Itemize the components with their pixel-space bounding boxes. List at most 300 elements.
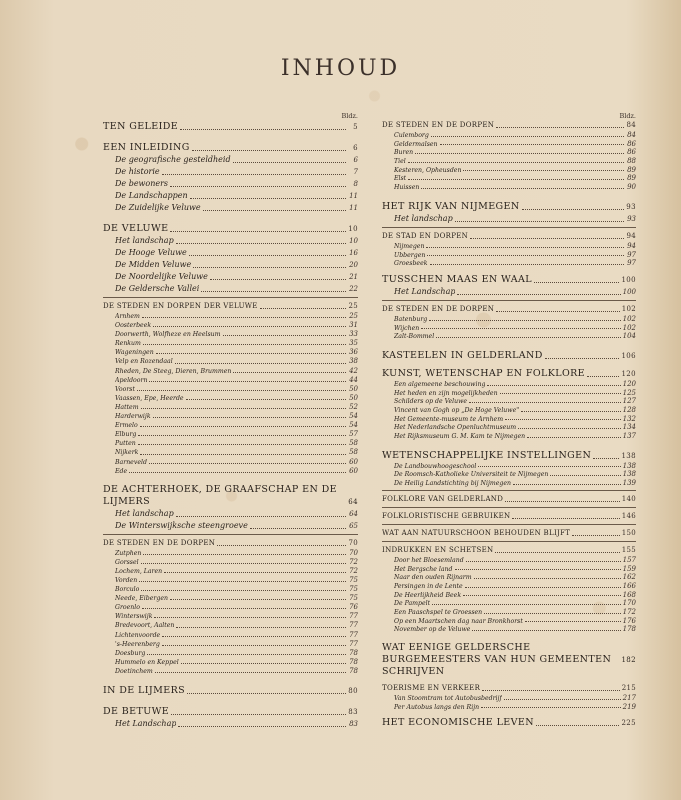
page-number: 58 <box>349 439 358 448</box>
toc-subentry <box>382 617 636 626</box>
dot-leader <box>587 375 619 377</box>
page-number: 215 <box>621 684 636 692</box>
toc-subentry <box>382 389 636 398</box>
toc-subentry <box>382 462 636 471</box>
dot-leader <box>129 471 346 473</box>
toc-heading-entry <box>103 684 358 697</box>
divider <box>382 541 636 542</box>
entry-label: Oosterbeek <box>115 322 152 330</box>
entry-label: Vaassen, Epe, Heerde <box>115 394 184 402</box>
dot-leader <box>432 603 621 605</box>
entry-label: DE STEDEN EN DE DORPEN <box>103 538 216 547</box>
toc-subentry <box>103 247 358 259</box>
page-number: 75 <box>349 594 358 603</box>
entry-label: Op een Maartschen dag naar Bronkhorst <box>394 617 523 625</box>
entry-label: Groenlo <box>115 604 140 612</box>
toc-subentry <box>103 385 358 394</box>
page-number: 11 <box>349 192 358 200</box>
page-number: 97 <box>627 250 636 259</box>
toc-subentry <box>382 259 636 268</box>
page-number: 219 <box>622 702 636 711</box>
entry-label: Elburg <box>115 431 137 439</box>
dot-leader <box>193 266 346 268</box>
toc-subentry <box>103 549 358 558</box>
dot-leader <box>141 562 346 564</box>
toc-subentry <box>382 380 636 389</box>
page-number: 75 <box>349 575 358 584</box>
dot-leader <box>504 698 621 700</box>
entry-label: Zalt-Bommel <box>394 333 435 341</box>
spacer <box>382 634 636 642</box>
entry-label: Het Landschap <box>394 286 456 296</box>
page-number: 60 <box>349 466 358 475</box>
toc-subentry <box>103 421 358 430</box>
dot-leader <box>176 515 346 517</box>
spacer <box>382 341 636 349</box>
entry-label: HET ECONOMISCHE LEVEN <box>382 717 534 729</box>
page-number: 100 <box>621 275 636 284</box>
spacer <box>103 676 358 684</box>
entry-label: De Landschappen <box>115 191 188 200</box>
entry-label: DE ACHTERHOEK, DE GRAAFSCHAP EN DE LIJMERS <box>103 483 337 507</box>
entry-label: De bewoners <box>115 179 169 188</box>
entry-label: Het landschap <box>394 213 453 223</box>
page-number: 159 <box>622 564 636 573</box>
toc-subentry <box>103 508 358 520</box>
page-number: 50 <box>349 393 358 402</box>
entry-label: Geldermalsen <box>394 140 438 148</box>
toc-subentry <box>382 423 636 432</box>
toc-subentry <box>382 591 636 600</box>
dot-leader <box>426 246 624 248</box>
page-number: 44 <box>349 375 358 384</box>
toc-subentry <box>103 467 358 476</box>
toc-heading-entry <box>103 141 358 154</box>
dot-leader <box>474 577 621 579</box>
entry-label: Zutphen <box>115 549 142 557</box>
toc-subentry <box>103 631 358 640</box>
page-number: 132 <box>622 414 636 423</box>
toc-subentry <box>103 367 358 376</box>
toc-subentry <box>103 154 358 166</box>
page-number: 77 <box>349 621 358 630</box>
dot-leader <box>162 635 346 637</box>
dot-leader <box>138 443 346 445</box>
spacer <box>382 441 636 449</box>
dot-leader <box>170 598 346 600</box>
page-number: 60 <box>349 457 358 466</box>
dot-leader <box>138 434 346 436</box>
dot-leader <box>260 307 346 309</box>
page-number: 83 <box>348 708 358 716</box>
page-number: 70 <box>349 548 358 557</box>
dot-leader <box>203 209 346 211</box>
toc-subentry <box>103 190 358 202</box>
dot-leader <box>521 410 621 412</box>
toc-subentry <box>103 376 358 385</box>
page-number: 140 <box>621 494 636 503</box>
toc-subentry <box>382 251 636 260</box>
entry-label: De Zuidelijke Veluwe <box>115 203 201 212</box>
page-number: 93 <box>626 202 636 211</box>
entry-label: DE VELUWE <box>103 223 169 234</box>
entry-label: Culemborg <box>394 132 429 139</box>
toc-subentry <box>382 332 636 341</box>
divider <box>103 534 358 535</box>
toc-subentry <box>103 667 358 676</box>
entry-label: Ubbergen <box>394 251 426 259</box>
dot-leader <box>178 725 346 727</box>
dot-leader <box>139 580 346 582</box>
page-number: 102 <box>621 304 636 313</box>
spacer <box>103 697 358 705</box>
dot-leader <box>189 254 346 256</box>
entry-label: EEN INLEIDING <box>103 142 190 153</box>
dot-leader <box>470 237 624 239</box>
dot-leader <box>430 263 625 265</box>
toc-subentry <box>382 148 636 157</box>
page-number: 89 <box>627 165 636 174</box>
entry-label: Schilders op de Veluwe <box>394 398 468 406</box>
toc-subentry <box>103 321 358 330</box>
dot-leader <box>143 343 346 345</box>
dot-leader <box>429 319 620 321</box>
page-number: 42 <box>349 366 358 375</box>
page-number: 125 <box>622 388 636 397</box>
page-number: 54 <box>349 421 358 430</box>
page-number: 64 <box>349 509 358 518</box>
dot-leader <box>421 327 620 329</box>
entry-label: Elst <box>394 175 407 183</box>
dot-leader <box>500 392 621 394</box>
toc-subentry <box>103 658 358 667</box>
dot-leader <box>463 169 624 171</box>
toc-subentry <box>103 357 358 366</box>
entry-label: TUSSCHEN MAAS EN WAAL <box>382 273 532 285</box>
entry-label: Groesbeek <box>394 260 428 268</box>
page-number: 77 <box>349 639 358 648</box>
page-number: 25 <box>348 302 358 310</box>
dot-leader <box>421 187 624 189</box>
entry-label: Hummelo en Keppel <box>115 658 179 666</box>
dot-leader <box>593 457 619 459</box>
entry-label: Persingen in de Lente <box>394 582 463 590</box>
divider <box>382 524 636 525</box>
entry-label: DE BETUWE <box>103 706 170 717</box>
entry-label: Doetinchem <box>115 667 153 675</box>
entry-label: Het Bergsche land <box>394 565 453 573</box>
entry-label: De Geldersche Vallei <box>115 284 200 293</box>
page-number: 86 <box>627 139 636 148</box>
divider <box>103 297 358 298</box>
page-number: 20 <box>349 261 358 269</box>
entry-label: DE STEDEN EN DORPEN DER VELUWE <box>103 302 258 310</box>
dot-leader <box>463 594 621 596</box>
entry-label: DE STAD EN DORPEN <box>382 231 469 240</box>
entry-label: Batenburg <box>394 315 428 323</box>
entry-label: Wijchen <box>394 324 420 332</box>
toc-list-right <box>382 120 636 729</box>
dot-leader <box>496 310 620 312</box>
dot-leader <box>496 126 624 128</box>
toc-subentry <box>382 166 636 175</box>
dot-leader <box>154 616 346 618</box>
toc-subentry <box>103 330 358 339</box>
dot-leader <box>170 185 346 187</box>
toc-heading-entry <box>382 528 636 539</box>
page-number: 100 <box>622 287 636 296</box>
page-number: 31 <box>349 321 358 330</box>
toc-subentry <box>382 432 636 441</box>
toc-subentry <box>382 315 636 324</box>
entry-label: Ede <box>115 467 128 475</box>
page-number: 54 <box>349 412 358 421</box>
page-number: 16 <box>349 249 358 257</box>
entry-label: FOLKLORE VAN GELDERLAND <box>382 494 504 503</box>
toc-subentry <box>382 415 636 424</box>
toc-heading-entry <box>382 642 636 678</box>
entry-label: 's-Heerenberg <box>115 640 160 648</box>
toc-subentry <box>382 479 636 488</box>
dot-leader <box>190 197 346 199</box>
entry-label: INDRUKKEN EN SCHETSEN <box>382 545 494 554</box>
dot-leader <box>210 278 346 280</box>
entry-label: Putten <box>115 440 136 448</box>
toc-subentry <box>382 183 636 192</box>
toc-subentry <box>382 625 636 634</box>
toc-heading-entry <box>382 545 636 556</box>
page-number: 78 <box>349 648 358 657</box>
page-number: 52 <box>349 402 358 411</box>
page-number: 162 <box>622 573 636 582</box>
entry-label: Huissen <box>394 184 420 192</box>
page-number: 106 <box>621 351 636 360</box>
page-number: 172 <box>622 607 636 616</box>
entry-label: De historie <box>115 167 160 176</box>
entry-label: Arnhem <box>115 313 140 320</box>
entry-label: Barneveld <box>115 458 147 466</box>
dot-leader <box>572 534 619 536</box>
page-number: 139 <box>622 479 636 488</box>
entry-label: Een Paaschspel te Groessen <box>394 608 483 616</box>
entry-label: Naar den ouden Rijnarm <box>394 574 472 582</box>
toc-subentry <box>382 242 636 251</box>
entry-label: November op de Veluwe <box>394 626 471 634</box>
dot-leader <box>171 713 346 715</box>
entry-label: Nijkerk <box>115 449 139 457</box>
toc-subentry <box>103 412 358 421</box>
entry-label: Neede, Eibergen <box>115 595 168 603</box>
toc-heading-entry <box>382 304 636 315</box>
page-number: 77 <box>349 612 358 621</box>
entry-label: HET RIJK VAN NIJMEGEN <box>382 200 520 212</box>
dot-leader <box>440 143 624 145</box>
entry-label: Per Autobus langs den Rijn <box>394 703 480 711</box>
page-number: 75 <box>349 585 358 594</box>
dot-leader <box>550 474 620 476</box>
toc-subentry <box>103 430 358 439</box>
dot-leader <box>141 589 346 591</box>
toc-heading-entry <box>382 511 636 522</box>
dot-leader <box>162 644 346 646</box>
toc-subentry <box>103 621 358 630</box>
page-number: 102 <box>622 323 636 332</box>
toc-subentry <box>103 178 358 190</box>
spacer <box>103 476 358 484</box>
dot-leader <box>137 389 346 391</box>
dot-leader <box>192 149 346 151</box>
dot-leader <box>527 436 620 438</box>
entry-label: Doesburg <box>115 649 146 657</box>
entry-label: Apeldoorn <box>115 376 148 384</box>
page-number: 84 <box>626 121 636 129</box>
toc-subentry <box>103 235 358 247</box>
dot-leader <box>155 671 346 673</box>
spacer <box>103 133 358 141</box>
page-number: 50 <box>349 384 358 393</box>
page-number: 11 <box>349 204 358 212</box>
entry-label: De geografische gesteldheid <box>115 155 231 164</box>
dot-leader <box>149 462 346 464</box>
toc-subentry <box>103 394 358 403</box>
page-number: 94 <box>626 231 636 240</box>
page-number: 72 <box>349 557 358 566</box>
divider <box>382 227 636 228</box>
toc-heading-entry <box>103 705 358 718</box>
toc-subentry <box>103 558 358 567</box>
entry-label: De Winterswijksche steengroeve <box>115 520 248 530</box>
page-number: 38 <box>349 357 358 366</box>
dot-leader <box>457 293 620 295</box>
entry-label: Nijmegen <box>394 242 425 250</box>
dot-leader <box>175 362 346 364</box>
entry-label: De Midden Veluwe <box>115 260 192 269</box>
page-number: 83 <box>349 720 358 728</box>
toc-subentry <box>103 640 358 649</box>
page-number: 155 <box>621 545 636 554</box>
toc-heading-entry <box>382 367 636 380</box>
page-number: 127 <box>622 397 636 406</box>
page-number: 182 <box>621 656 636 664</box>
entry-label: Voorst <box>115 385 135 393</box>
entry-label: De Pampelt <box>394 600 431 608</box>
page-number: 70 <box>348 538 358 547</box>
toc-subentry <box>103 259 358 271</box>
toc-heading-entry <box>382 120 636 131</box>
entry-label: Het Gemeente-museum te Arnhem <box>394 415 504 423</box>
page-number: 6 <box>353 144 358 152</box>
page-number: 89 <box>627 174 636 183</box>
dot-leader <box>512 517 619 519</box>
toc-list-left <box>103 120 358 730</box>
dot-leader <box>495 551 619 553</box>
toc-subentry <box>103 603 358 612</box>
dot-leader <box>233 371 346 373</box>
toc-subentry <box>103 612 358 621</box>
page-number: 88 <box>627 157 636 166</box>
toc-subentry <box>382 565 636 574</box>
entry-label: Het landschap <box>115 236 174 245</box>
page-number: 8 <box>353 180 358 188</box>
entry-label: TEN GELEIDE <box>103 121 179 132</box>
entry-label: Bredevoort, Aalten <box>115 622 175 630</box>
page-number: 104 <box>622 332 636 341</box>
page-number: 102 <box>622 314 636 323</box>
toc-subentry <box>382 324 636 333</box>
page-number: 94 <box>627 241 636 250</box>
page-number: 168 <box>622 590 636 599</box>
page-number: 5 <box>353 123 358 131</box>
entry-label: Vorden <box>115 576 138 584</box>
entry-label: De Heilig Landstichting bij Nijmegen <box>394 480 511 488</box>
page-number: 77 <box>349 630 358 639</box>
page-number: 21 <box>349 273 358 281</box>
toc-heading-entry <box>382 349 636 362</box>
dot-leader <box>455 220 624 222</box>
toc-heading-entry <box>103 301 358 312</box>
spacer <box>103 214 358 222</box>
entry-label: Lochem, Laren <box>115 567 163 575</box>
toc-subentry <box>382 599 636 608</box>
page-number: 65 <box>349 521 358 530</box>
page-number: 78 <box>349 657 358 666</box>
entry-label: KUNST, WETENSCHAP EN FOLKLORE <box>382 367 586 379</box>
dot-leader <box>181 662 346 664</box>
page-number: 84 <box>627 131 636 139</box>
toc-heading-entry <box>103 222 358 235</box>
dot-leader <box>201 290 346 292</box>
page-number: 22 <box>349 285 358 293</box>
page-number: 120 <box>621 369 636 378</box>
entry-label: KASTEELEN IN GELDERLAND <box>382 349 543 361</box>
entry-label: Een algemeene beschouwing <box>394 380 486 388</box>
toc-subentry <box>103 339 358 348</box>
toc-heading-entry <box>382 494 636 505</box>
toc-heading-entry <box>382 683 636 694</box>
entry-label: Vincent van Gogh op „De Hoge Veluwe" <box>394 407 520 414</box>
page-number: 138 <box>622 470 636 479</box>
dot-leader <box>143 553 346 555</box>
page-number: 6 <box>353 156 358 164</box>
dot-leader <box>141 407 346 409</box>
page-number: 93 <box>627 214 636 223</box>
entry-label: Ermelo <box>115 422 138 430</box>
entry-label: De Noordelijke Veluwe <box>115 272 208 281</box>
toc-heading-entry <box>103 120 358 133</box>
entry-label: Borculo <box>115 586 140 594</box>
page-number: 150 <box>621 528 636 537</box>
divider <box>382 507 636 508</box>
page-number: 120 <box>622 379 636 388</box>
entry-label: TOERISME EN VERKEER <box>382 684 481 692</box>
entry-label: FOLKLORISTISCHE GEBRUIKEN <box>382 511 511 520</box>
toc-subentry <box>382 174 636 183</box>
dot-leader <box>505 500 620 502</box>
toc-subentry <box>382 286 636 298</box>
toc-subentry <box>103 283 358 295</box>
toc-subentry <box>103 576 358 585</box>
toc-subentry <box>103 448 358 457</box>
dot-leader <box>180 128 346 130</box>
dot-leader <box>176 242 346 244</box>
dot-leader <box>534 281 619 283</box>
toc-subentry <box>103 718 358 730</box>
toc-heading-entry <box>103 538 358 549</box>
toc-subentry <box>103 271 358 283</box>
entry-label: De Landbouwhoogeschool <box>394 462 477 470</box>
page-number: 36 <box>349 348 358 357</box>
page-number: 138 <box>621 451 636 460</box>
